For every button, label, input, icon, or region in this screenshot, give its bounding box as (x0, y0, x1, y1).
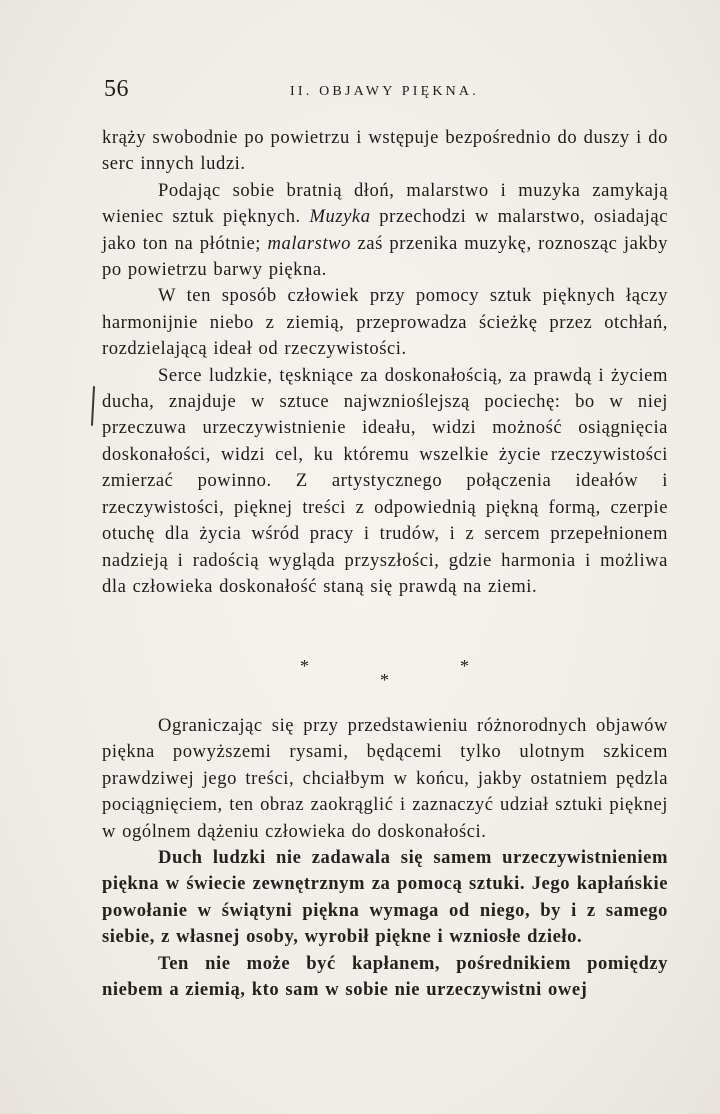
paragraph: W ten sposób człowiek przy pomocy sztuk pięknych łączy harmonijnie niebo z ziemią, przeprowadza ścieżkę przez otchłań, rozdzielającą ideał od rzeczywistości. (102, 285, 668, 360)
page-number: 56 (104, 76, 129, 102)
asterism-star: * (460, 656, 469, 676)
section-asterism (0, 650, 720, 690)
margin-pencil-mark (91, 386, 95, 426)
paragraph: Ten nie może być kapłanem, pośrednikiem pomiędzy niebem a ziemią, kto sam w sobie nie urzeczywistni owej (102, 952, 668, 1001)
paragraph: Podając sobie bratnią dłoń, malarstwo i muzyka zamykają wieniec sztuk pięknych. Muzyka przechodzi w malarstwo, osiadając jako ton na płótnie; malarstwo zaś przenika muzykę, roznosząc jakby po powietrzu barwy piękna. (102, 179, 668, 281)
page-header (0, 76, 720, 106)
asterism-star: * (300, 656, 309, 676)
paragraph: krąży swobodnie po powietrzu i wstępuje bezpośrednio do duszy i do serc innych ludzi. (102, 127, 668, 175)
paragraph: Ograniczając się przy przedstawieniu różnorodnych objawów piękna powyższemi rysami, będącemi tylko ulotnym szkicem prawdziwej jego treści, chciałbym w końcu, jakby ostatniem pędzla pociągnięciem, ten obraz zaokrąglić i zaznaczyć udział sztuki pięknej w ogólnem dążeniu człowieka do doskonałości. (102, 715, 668, 842)
italic-term: malarstwo (267, 232, 351, 254)
text-block-top (102, 125, 668, 600)
running-head: II. OBJAWY PIĘKNA. (290, 84, 479, 99)
paragraph: Serce ludzkie, tęskniące za doskonałością, za prawdą i życiem ducha, znajduje w sztuce najwznioślejszą pociechę: bo w niej przeczuwa urzeczywistnienie ideału, widzi możność osiągnięcia doskonałości, widzi cel, ku któremu wszelkie życie rzeczywistości zmierzać powinno. Z artystycznego połączenia ideałów i rzeczywistości, pięknej treści z odpowiednią piękną formą, czerpie otuchę dla życia wśród pracy i trudów, i z sercem przepełnionem nadzieją i radością wygląda przyszłości, gdzie harmonia i możliwa dla człowieka doskonałość staną się prawdą na ziemi. (102, 364, 668, 597)
italic-term: Muzyka (309, 206, 371, 228)
paragraph: Duch ludzki nie zadawala się samem urzeczywistnieniem piękna w świecie zewnętrznym za pomocą sztuki. Jego kapłańskie powołanie w świątyni piękna wymaga od niego, by i z samego siebie, z własnej osoby, wyrobił piękne i wzniosłe dzieło. (102, 847, 668, 948)
asterism-star: * (380, 670, 389, 690)
text-block-bottom (102, 713, 668, 1003)
